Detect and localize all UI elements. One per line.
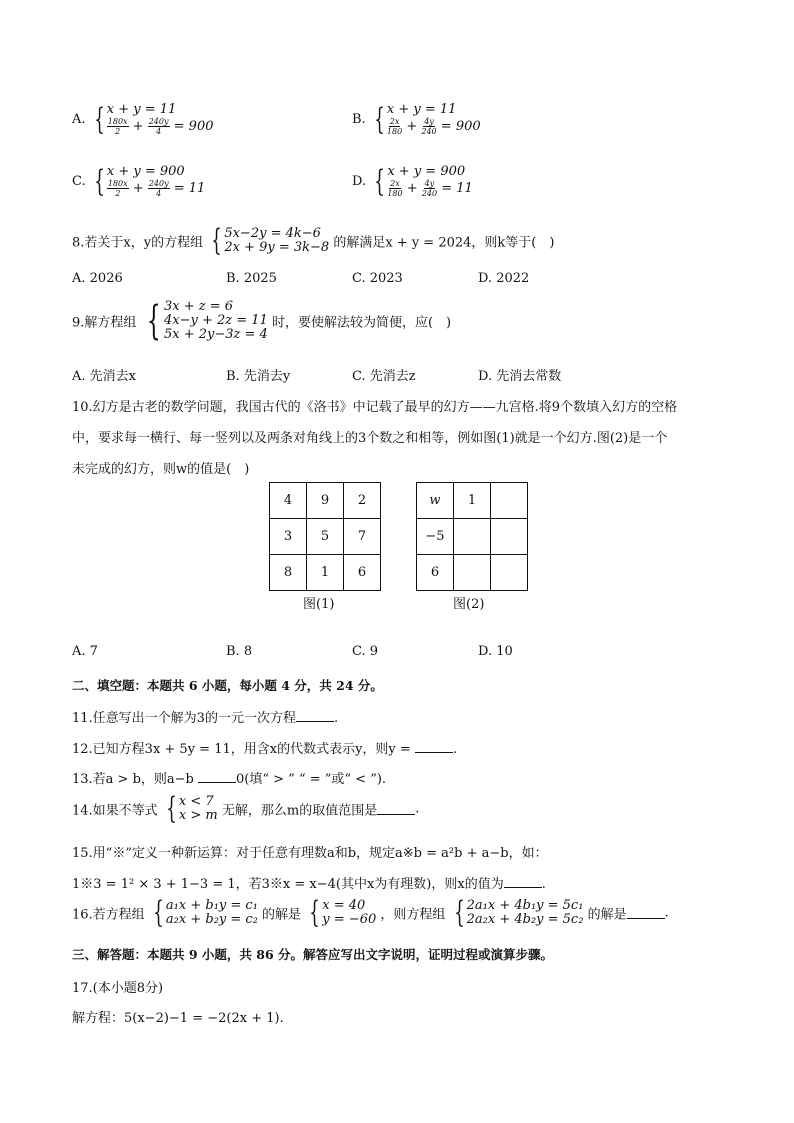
denominator: 2 (115, 127, 121, 136)
q9-option-d: D. 先消去常数 (478, 369, 562, 384)
equation-line: $\frac{180x}{2}$ + $\frac{240y}{4}$ = 11 (107, 179, 206, 198)
denominator: 4 (156, 189, 162, 198)
answer-blank[interactable] (504, 877, 542, 888)
equation-line: 2a₂x + 4b₂y = 5c₂ (466, 912, 584, 927)
q9-stem (72, 300, 451, 342)
q8-option-b: B. 2025 (226, 271, 277, 286)
equation-line: x + y = 900 (106, 164, 185, 179)
answer-blank[interactable] (377, 804, 415, 815)
q11-end: . (333, 711, 339, 726)
equation-system (90, 165, 206, 198)
numerator: 240y (148, 117, 169, 126)
q10-option-c: C. 9 (352, 644, 379, 659)
q12-text: 12.已知方程3x + 5y = 11，用含x的代数式表示y，则y = (72, 742, 411, 757)
q9-suffix: 时，要使解法较为简便，应( ) (271, 315, 452, 331)
q16-suffix: 的解是 (587, 907, 627, 923)
numerator: 180x (107, 117, 128, 126)
equation-line: 5x−2y = 4k−6 (224, 226, 321, 241)
equation-line: 3x + z = 6 (164, 299, 234, 314)
q7-option-d (352, 165, 473, 198)
option-label: D. (352, 174, 367, 189)
grid-cell: 4 (270, 483, 307, 519)
grid-cell (454, 555, 491, 591)
equation-line: x = 40 (322, 898, 366, 913)
q9-prefix: 9.解方程组 (72, 315, 137, 331)
q13-tail: 0(填“ > ” “ = ”或“ < ”). (236, 772, 387, 787)
grid-cell: 5 (307, 519, 344, 555)
q11 (72, 707, 338, 726)
brace: { (153, 895, 164, 930)
q14-end: . (415, 801, 420, 817)
grid-cell: 8 (270, 555, 307, 591)
denominator: 2 (115, 189, 121, 198)
brace: { (146, 298, 161, 344)
q11-text: 11.任意写出一个解为3的一元一次方程 (72, 711, 296, 726)
equation-line: x + y = 900 (387, 164, 466, 179)
denominator: 180 (386, 127, 403, 136)
magic-square-1 (269, 482, 381, 591)
grid-cell: 1 (454, 483, 491, 519)
answer-blank[interactable] (296, 711, 334, 722)
grid-cell: 2 (344, 483, 381, 519)
inequality-system (162, 791, 218, 826)
q9-option-b: B. 先消去y (226, 369, 291, 384)
equation-line: 2a₁x + 4b₁y = 5c₁ (466, 898, 584, 913)
rhs: = 11 (173, 181, 206, 196)
rhs: = 900 (173, 119, 214, 134)
rhs: = 900 (440, 119, 481, 134)
q12-end: . (452, 742, 458, 757)
q17-body: 解方程：5(x−2)−1 = −2(2x + 1). (72, 1011, 284, 1026)
q16-mid: 的解是 (262, 907, 302, 923)
equation-system (450, 895, 584, 930)
grid-cell: 6 (417, 555, 454, 591)
q7-option-c (72, 165, 205, 198)
option-label: C. (72, 174, 86, 189)
brace: { (374, 163, 386, 199)
q8-suffix: 的解满足x + y = 2024，则k等于( ) (333, 235, 555, 251)
grid-cell: 7 (344, 519, 381, 555)
equation-line: a₁x + b₁y = c₁ (165, 898, 258, 913)
equation-line: x + y = 11 (386, 102, 457, 117)
numerator: 2x (390, 179, 400, 188)
q9-option-c: C. 先消去z (352, 369, 416, 384)
q8-prefix: 8.若关于x，y的方程组 (72, 235, 204, 251)
equation-line: $\frac{2x}{180}$ + $\frac{4y}{240}$ = 900 (386, 117, 481, 136)
brace: { (211, 223, 223, 258)
grid-cell (491, 483, 528, 519)
q10-line-2: 中，要求每一横行、每一竖列以及两条对角线上的3个数之和相等，例如图(1)就是一个幻方.图(2)是一个 (72, 431, 668, 446)
rhs: = 11 (441, 181, 473, 196)
q15-end: . (541, 877, 546, 892)
q10-line-3: 未完成的幻方，则w的值是( ) (72, 462, 250, 477)
q16 (72, 895, 669, 930)
equation-system (149, 895, 258, 930)
q8-option-a: A. 2026 (72, 271, 123, 286)
solution-system (305, 895, 377, 930)
q10-line-1: 10.幻方是古老的数学问题，我国古代的《洛书》中记载了最早的幻方——九宫格.将9个数填入幻方的空格 (72, 400, 678, 415)
q8-option-d: D. 2022 (478, 271, 530, 286)
q16-end: . (664, 905, 669, 921)
q14 (72, 791, 420, 826)
option-label: B. (352, 112, 366, 127)
grid-cell: 1 (307, 555, 344, 591)
numerator: 180x (107, 179, 128, 188)
q13 (72, 768, 386, 787)
equation-line: 4x−y + 2z = 11 (164, 313, 268, 328)
brace: { (93, 101, 105, 137)
grid-cell: w (417, 483, 454, 519)
brace: { (94, 163, 105, 199)
q7-option-b (352, 103, 481, 136)
equation-line: 2x + 9y = 3k−8 (224, 240, 330, 255)
equation-line: y = −60 (322, 912, 377, 927)
inequality-line: x > m (178, 808, 218, 823)
equation-line: a₂x + b₂y = c₂ (165, 912, 258, 927)
q8-option-c: C. 2023 (352, 271, 403, 286)
equation-line: $\frac{2x}{180}$ + $\frac{4y}{240}$ = 11 (387, 179, 473, 198)
brace: { (166, 791, 177, 826)
denominator: 240 (421, 127, 437, 136)
numerator: 240y (148, 179, 169, 188)
denominator: 4 (156, 127, 162, 136)
brace: { (453, 895, 465, 930)
grid-cell: −5 (417, 519, 454, 555)
q15-line-1: 15.用“※”定义一种新运算：对于任意有理数a和b，规定a※b = a²b + a−b，如： (72, 846, 548, 861)
grid-cell: 3 (270, 519, 307, 555)
q16-mid2: ，则方程组 (380, 907, 446, 923)
section-3-title: 三、解答题：本题共 9 小题，共 86 分。解答应写出文字说明，证明过程或演算步骤。 (72, 947, 554, 962)
q13-text: 13.若a > b，则a−b (72, 772, 194, 787)
brace: { (374, 101, 385, 137)
q14-prefix: 14.如果不等式 (72, 803, 158, 819)
equation-system (207, 223, 330, 258)
q10-option-a: A. 7 (72, 644, 98, 659)
grid-cell (491, 555, 528, 591)
inequality-line: x < 7 (178, 794, 214, 809)
q16-prefix: 16.若方程组 (72, 907, 145, 923)
numerator: 4y (424, 117, 434, 126)
q8-stem (72, 223, 555, 258)
grid-cell (454, 519, 491, 555)
numerator: 4y (424, 179, 435, 188)
denominator: 240 (421, 189, 438, 198)
q17-head: 17.(本小题8分) (72, 981, 164, 996)
answer-blank[interactable] (198, 772, 236, 783)
option-label: A. (72, 112, 86, 127)
denominator: 180 (387, 189, 403, 198)
figure-2-caption: 图(2) (453, 597, 485, 612)
grid-cell: 9 (307, 483, 344, 519)
q10-option-b: B. 8 (226, 644, 253, 659)
brace: { (309, 895, 321, 930)
answer-blank[interactable] (415, 742, 453, 753)
q15-text: 1※3 = 1² × 3 + 1−3 = 1，若3※x = x−4(其中x为有理数)，则x的值为 (72, 877, 504, 892)
equation-line: 5x + 2y−3z = 4 (164, 327, 268, 342)
q9-option-a: A. 先消去x (72, 369, 136, 384)
grid-cell: 6 (344, 555, 381, 591)
section-2-title: 二、填空题：本题共 6 小题，每小题 4 分，共 24 分。 (72, 678, 383, 693)
equation-system (141, 300, 268, 342)
numerator: 2x (389, 117, 400, 126)
q15-line-2 (72, 873, 546, 892)
q10-option-d: D. 10 (478, 644, 513, 659)
equation-system (90, 103, 214, 136)
q7-option-a (72, 103, 214, 136)
equation-line: x + y = 11 (106, 102, 177, 117)
equation-line: $\frac{180x}{2}$ + $\frac{240y}{4}$ = 900 (107, 117, 214, 136)
equation-system (370, 103, 481, 136)
q14-suffix: 无解，那么m的取值范围是 (221, 803, 378, 819)
q12 (72, 738, 457, 757)
equation-system (370, 165, 473, 198)
figure-1-caption: 图(1) (303, 597, 335, 612)
magic-square-2 (416, 482, 528, 591)
answer-blank[interactable] (627, 908, 665, 919)
grid-cell (491, 519, 528, 555)
